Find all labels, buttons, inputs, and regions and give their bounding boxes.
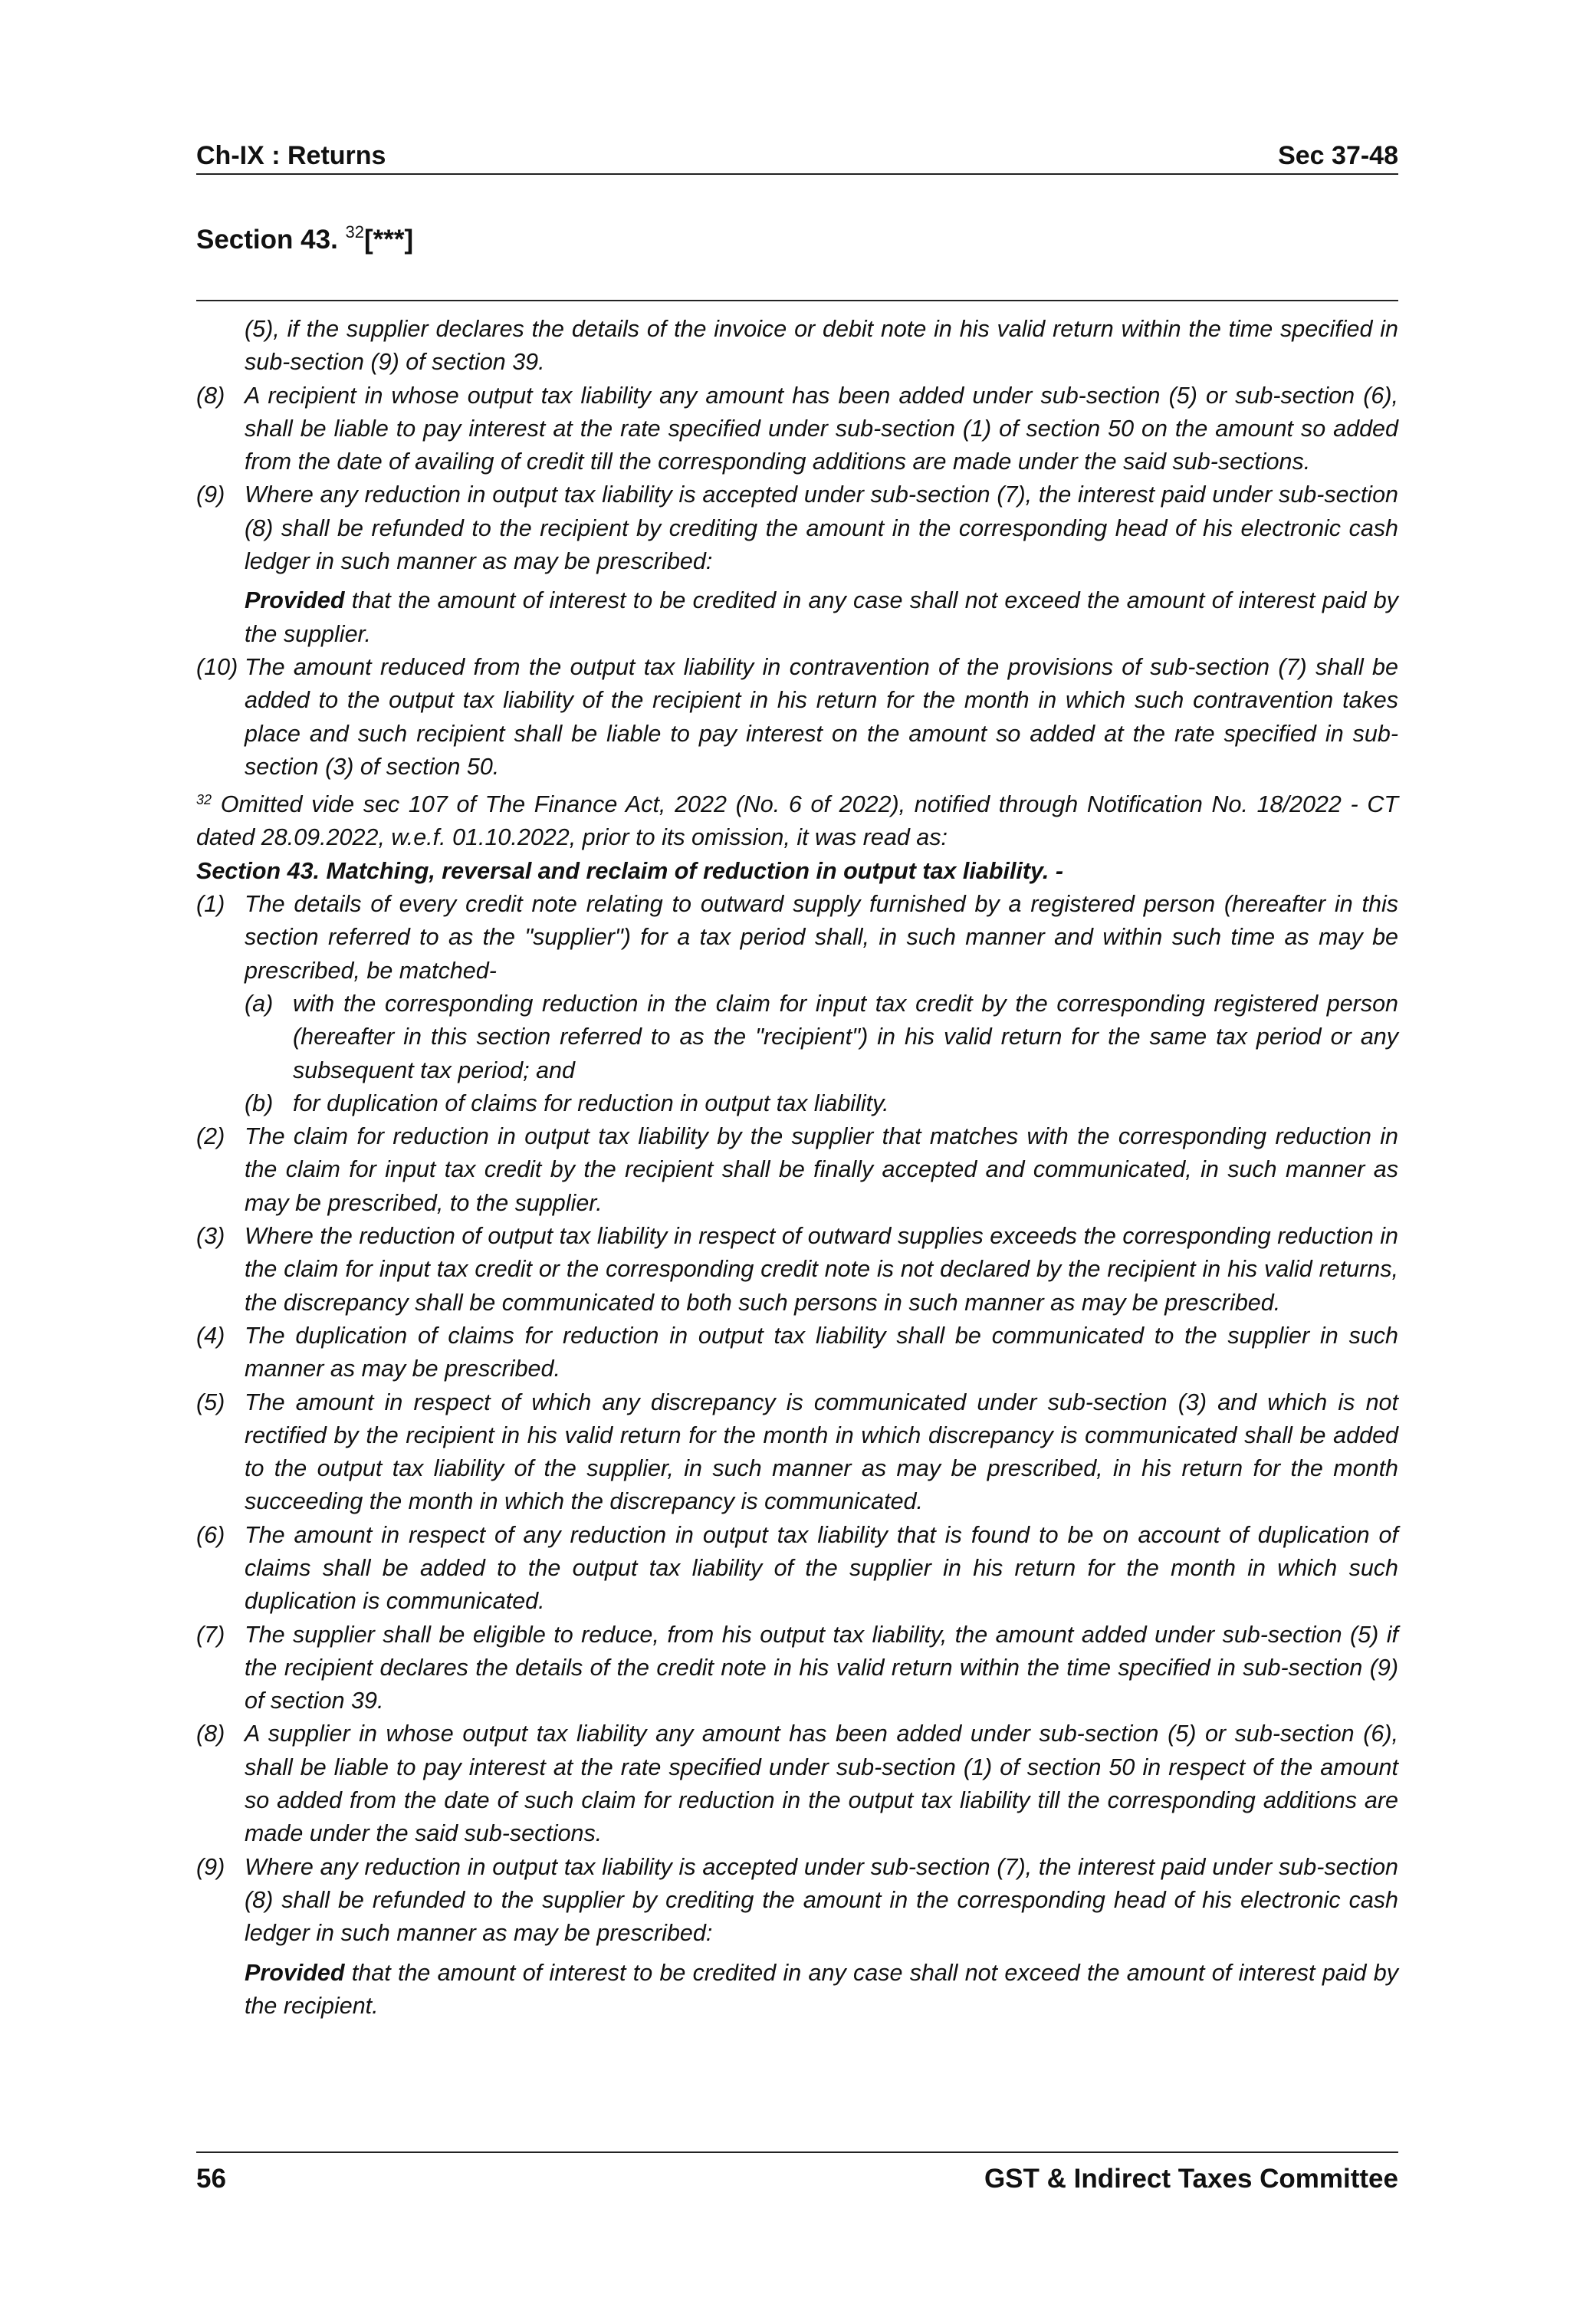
clause-text: A supplier in whose output tax liability any amount has been added under sub-section (5) or sub-section (6), shall be liable to pay interest at the rate specified under sub-section (1) of section 50 in respect of the amount so added from the date of such claim for reduction in the output tax liability till the corresponding additions are made under the said sub-sections.: [245, 1721, 1398, 1847]
page-body: [196, 313, 1398, 2023]
list-item: [196, 1619, 1398, 1718]
clause-text: A recipient in whose output tax liability any amount has been added under sub-section (5) or sub-section (6), shall be liable to pay interest at the rate specified under sub-section (1) of section 50 on the amount so added from the date of availing of credit till the corresponding additions are made under the said sub-sections.: [245, 382, 1398, 475]
section-label: Section 43.: [196, 225, 338, 255]
list-item: [196, 1220, 1398, 1320]
page-footer: [196, 2162, 1398, 2196]
clause-number: (3): [196, 1223, 225, 1250]
footnote: [196, 784, 1398, 855]
list-item: [196, 888, 1398, 988]
list-item: [196, 1087, 1398, 1120]
old-section-heading: Section 43. Matching, reversal and reclaim of reduction in output tax liability. -: [196, 857, 1063, 884]
running-header: [196, 140, 1398, 175]
proviso-text: that the amount of interest to be credited in any case shall not exceed the amount of interest paid by the recipient.: [245, 1959, 1398, 2019]
list-item: [196, 313, 1398, 380]
list-item: [196, 1957, 1398, 2023]
section-heading: [196, 222, 413, 255]
list-item: [196, 1386, 1398, 1519]
proviso-lead: Provided: [245, 587, 345, 614]
list-item: [196, 1120, 1398, 1220]
list-item: [196, 1320, 1398, 1386]
list-item: [196, 651, 1398, 784]
footnote-divider: [196, 300, 1398, 301]
clause-text: [245, 1957, 1398, 2023]
current-provisions: [196, 313, 1398, 784]
clause-number: (4): [196, 1322, 225, 1349]
clause-text: The duplication of claims for reduction in output tax liability shall be communicated to the supplier in such manner as may be prescribed.: [245, 1322, 1398, 1382]
clause-text: [245, 584, 1398, 651]
document-page: [196, 0, 1398, 2324]
clause-text: for duplication of claims for reduction in output tax liability.: [293, 1090, 889, 1116]
clause-text: The amount reduced from the output tax liability in contravention of the provisions of sub-section (7) shall be added to the output tax liability of the recipient in his return for the month in which such contravention takes place and such recipient shall be liable to pay interest on the amount so added at the rate specified in sub-section (3) of section 50.: [245, 653, 1398, 780]
footnote-text: Omitted vide sec 107 of The Finance Act, 2022 (No. 6 of 2022), notified through Notification No. 18/2022 - CT dated 28.09.2022, w.e.f. 01.10.2022, prior to its omission, it was read as:: [196, 791, 1398, 851]
clause-text: The amount in respect of any reduction in output tax liability that is found to be on account of duplication of claims shall be added to the output tax liability of the supplier in his return for the month in which such duplication is communicated.: [245, 1521, 1398, 1615]
clause-number: (2): [196, 1123, 225, 1150]
omitted-provisions: [196, 888, 1398, 2023]
clause-number: (9): [196, 482, 225, 508]
chapter-title: Ch-IX : Returns: [196, 141, 386, 170]
list-item: [196, 584, 1398, 651]
section-range: Sec 37-48: [1278, 141, 1398, 170]
committee-name: GST & Indirect Taxes Committee: [984, 2164, 1398, 2194]
clause-text: The supplier shall be eligible to reduce, from his output tax liability, the amount added under sub-section (5) if the recipient declares the details of the credit note in his valid return within the time specified in sub-section (9) of section 39.: [245, 1621, 1398, 1714]
clause-number: (1): [196, 891, 225, 918]
clause-text: The details of every credit note relating to outward supply furnished by a registered person (hereafter in this section referred to as the "supplier") for a tax period shall, in such manner and within such time as may be prescribed, be matched-: [245, 891, 1398, 984]
clause-number: (5): [196, 1389, 225, 1415]
clause-number: (7): [196, 1621, 225, 1648]
clause-number: (8): [196, 1721, 225, 1747]
list-item: [196, 1718, 1398, 1850]
clause-text: (5), if the supplier declares the details of the invoice or debit note in his valid return within the time specified in sub-section (9) of section 39.: [245, 316, 1398, 376]
list-item: [196, 1851, 1398, 1951]
list-item: [196, 988, 1398, 1087]
page-number: 56: [196, 2164, 226, 2194]
clause-text: Where any reduction in output tax liability is accepted under sub-section (7), the interest paid under sub-section (8) shall be refunded to the supplier by crediting the amount in the corresponding head of his electronic cash ledger in such manner as may be prescribed:: [245, 1853, 1398, 1947]
footer-divider: [196, 2151, 1398, 2153]
clause-number: (6): [196, 1521, 225, 1548]
omitted-marker: [***]: [364, 225, 414, 255]
list-item: [196, 380, 1398, 479]
clause-text: The amount in respect of which any discrepancy is communicated under sub-section (3) and which is not rectified by the recipient in his valid return for the month in which discrepancy is communicated shall be added to the output tax liability of the supplier, in such manner as may be prescribed, in his return for the month succeeding the month in which the discrepancy is communicated.: [245, 1389, 1398, 1515]
list-item: [196, 1519, 1398, 1619]
footnote-number: 32: [196, 792, 212, 808]
clause-number: (9): [196, 1853, 225, 1880]
clause-text: with the corresponding reduction in the claim for input tax credit by the corresponding registered person (hereafter in this section referred to as the "recipient") in his valid return for the same tax period or any subsequent tax period; and: [293, 990, 1398, 1083]
clause-number: (b): [245, 1090, 274, 1116]
clause-text: The claim for reduction in output tax liability by the supplier that matches with the corresponding reduction in the claim for input tax credit by the recipient shall be finally accepted and communicated, in such manner as may be prescribed, to the supplier.: [245, 1123, 1398, 1216]
clause-number: (8): [196, 382, 225, 409]
clause-text: Where the reduction of output tax liability in respect of outward supplies exceeds the corresponding reduction in the claim for input tax credit or the corresponding credit note is not declared by the recipient in his valid returns, the discrepancy shall be communicated to both such persons in such manner as may be prescribed.: [245, 1223, 1398, 1316]
clause-text: Where any reduction in output tax liability is accepted under sub-section (7), the interest paid under sub-section (8) shall be refunded to the recipient by crediting the amount in the corresponding head of his electronic cash ledger in such manner as may be prescribed:: [245, 482, 1398, 575]
list-item: [196, 478, 1398, 578]
clause-number: (10): [196, 653, 238, 680]
proviso-lead: Provided: [245, 1959, 345, 1986]
footnote-ref-link[interactable]: 32: [345, 222, 365, 242]
clause-number: (a): [245, 990, 274, 1017]
proviso-text: that the amount of interest to be credited in any case shall not exceed the amount of interest paid by the supplier.: [245, 587, 1398, 647]
